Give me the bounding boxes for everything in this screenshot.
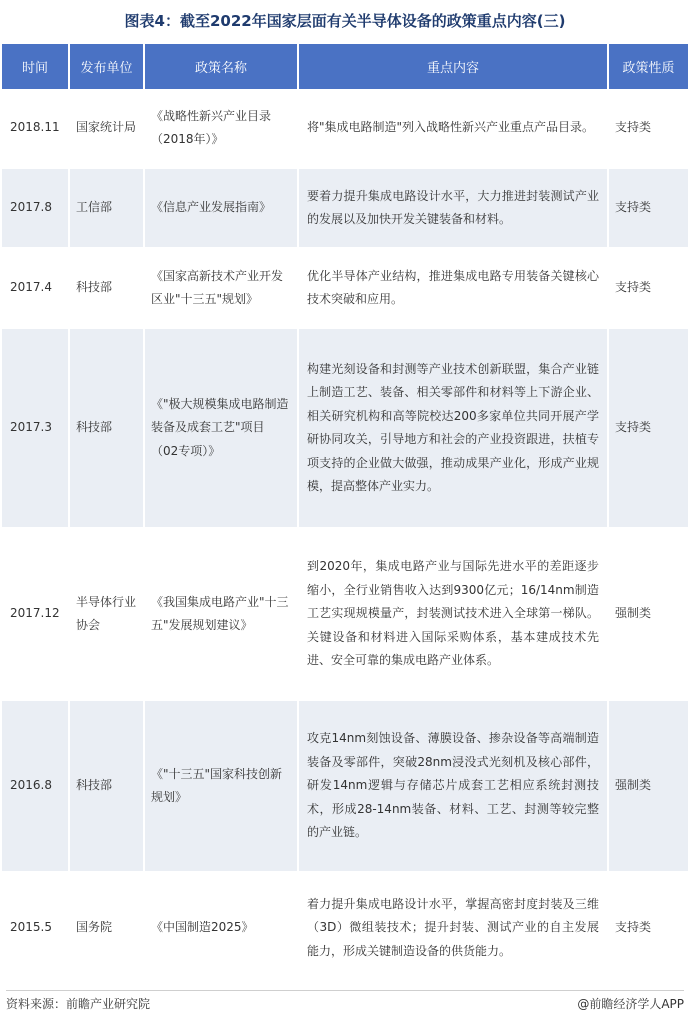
cell-issuer: 半导体行业协会 — [70, 529, 145, 701]
cell-issuer: 科技部 — [70, 249, 145, 329]
source-note: 资料来源：前瞻产业研究院 — [6, 997, 151, 1011]
cell-policy-name: 《国家高新技术产业开发区业"十三五"规划》 — [145, 249, 299, 329]
footer — [6, 990, 684, 1013]
policy-table — [2, 44, 688, 985]
cell-policy-nature: 强制类 — [609, 529, 688, 701]
header-policy-name: 政策名称 — [145, 44, 299, 89]
cell-policy-name: 《"极大规模集成电路制造装备及成套工艺"项目（02专项）》 — [145, 329, 299, 529]
cell-key-content: 攻克14nm刻蚀设备、薄膜设备、掺杂设备等高端制造装备及零部件，突破28nm浸没式光刻机及核心部件，研发14nm逻辑与存储芯片成套工艺相应系统封测技术，形成28-14nm装备、材料、工艺、封测等较完整的产业链。 — [299, 701, 609, 873]
table-row — [2, 873, 688, 985]
cell-policy-name: 《战略性新兴产业目录（2018年）》 — [145, 89, 299, 169]
cell-issuer: 国务院 — [70, 873, 145, 985]
table-row — [2, 329, 688, 529]
brand-credit: @前瞻经济学人APP — [577, 997, 684, 1011]
cell-date: 2015.5 — [2, 873, 70, 985]
cell-policy-name: 《信息产业发展指南》 — [145, 169, 299, 249]
header-key-content: 重点内容 — [299, 44, 609, 89]
cell-date: 2018.11 — [2, 89, 70, 169]
cell-key-content: 构建光刻设备和封测等产业技术创新联盟，集合产业链上制造工艺、装备、相关零部件和材料等上下游企业、相关研究机构和高等院校达200多家单位共同开展产学研协同攻关，引导地方和社会的产业投资跟进，扶植专项支持的企业做大做强，推动成果产业化，形成产业规模，提高整体产业实力。 — [299, 329, 609, 529]
cell-key-content: 优化半导体产业结构，推进集成电路专用装备关键核心技术突破和应用。 — [299, 249, 609, 329]
cell-date: 2017.8 — [2, 169, 70, 249]
cell-issuer: 科技部 — [70, 329, 145, 529]
cell-policy-nature: 支持类 — [609, 249, 688, 329]
chart-title: 图表4：截至2022年国家层面有关半导体设备的政策重点内容(三) — [124, 12, 566, 30]
cell-policy-nature: 支持类 — [609, 329, 688, 529]
header-date: 时间 — [2, 44, 70, 89]
header-issuer: 发布单位 — [70, 44, 145, 89]
table-row — [2, 249, 688, 329]
table-row — [2, 701, 688, 873]
cell-issuer: 工信部 — [70, 169, 145, 249]
cell-policy-nature: 强制类 — [609, 701, 688, 873]
table-row — [2, 89, 688, 169]
cell-policy-name: 《"十三五"国家科技创新规划》 — [145, 701, 299, 873]
cell-key-content: 到2020年，集成电路产业与国际先进水平的差距逐步缩小，全行业销售收入达到9300亿元；16/14nm制造工艺实现规模量产，封装测试技术进入全球第一梯队。关键设备和材料进入国际采购体系，基本建成技术先进、安全可靠的集成电路产业体系。 — [299, 529, 609, 701]
cell-policy-name: 《我国集成电路产业"十三五"发展规划建议》 — [145, 529, 299, 701]
cell-policy-nature: 支持类 — [609, 873, 688, 985]
cell-date: 2016.8 — [2, 701, 70, 873]
cell-policy-nature: 支持类 — [609, 89, 688, 169]
cell-date: 2017.12 — [2, 529, 70, 701]
cell-issuer: 国家统计局 — [70, 89, 145, 169]
cell-date: 2017.3 — [2, 329, 70, 529]
cell-key-content: 要着力提升集成电路设计水平，大力推进封装测试产业的发展以及加快开发关键装备和材料。 — [299, 169, 609, 249]
table-row — [2, 529, 688, 701]
cell-key-content: 将"集成电路制造"列入战略性新兴产业重点产品目录。 — [299, 89, 609, 169]
cell-date: 2017.4 — [2, 249, 70, 329]
table-header-row — [2, 44, 688, 89]
table-row — [2, 169, 688, 249]
cell-issuer: 科技部 — [70, 701, 145, 873]
header-policy-nature: 政策性质 — [609, 44, 688, 89]
cell-policy-nature: 支持类 — [609, 169, 688, 249]
cell-policy-name: 《中国制造2025》 — [145, 873, 299, 985]
cell-key-content: 着力提升集成电路设计水平，掌握高密封度封装及三维（3D）微组装技术；提升封装、测试产业的自主发展能力，形成关键制造设备的供货能力。 — [299, 873, 609, 985]
